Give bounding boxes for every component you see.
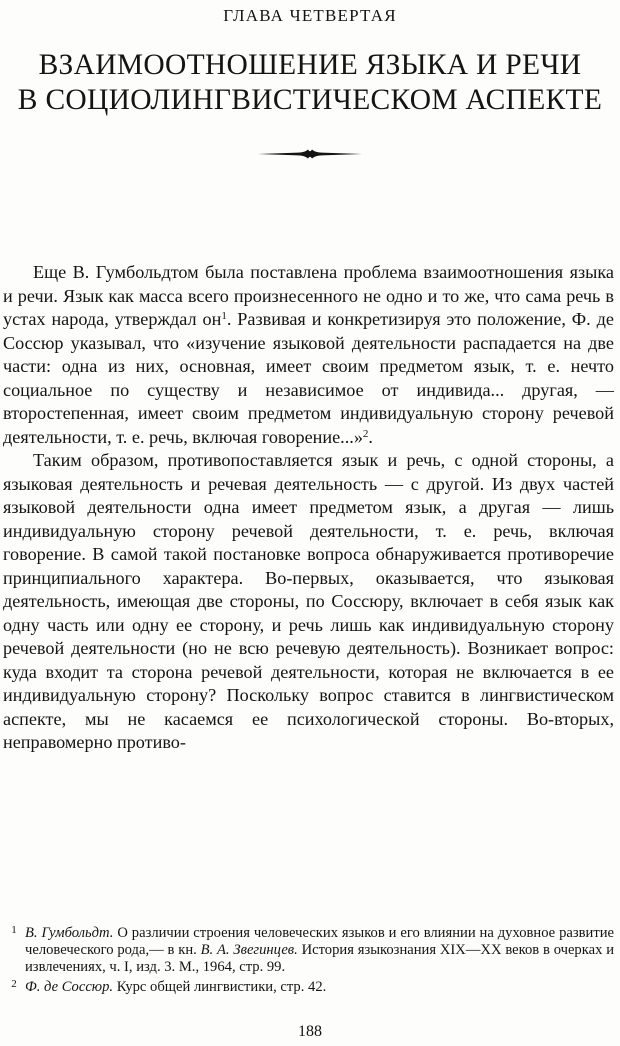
paragraph-1 (3, 261, 614, 449)
footnote-2 (3, 976, 614, 996)
footnote-author: В. Гумбольдт. (25, 925, 114, 941)
chapter-title (0, 48, 620, 118)
footnote-mark: 1 (11, 924, 17, 936)
footnote-author: Ф. де Соссюр. (25, 978, 114, 995)
paragraph-1-text-b: . Развивая и конкретизируя это положение, Ф. де Соссюр указывал, что «изучение языковой деятельности распадается на две части: одна из них, основная, имеет своим предметом язык, т. е. нечто социальное по существу и независимое от индивида... другая, — второстепенная, имеет своим предметом индивидуальную сторону речевой деятельности, т. е. речь, включая говорение...» (3, 309, 614, 447)
chapter-label: ГЛАВА ЧЕТВЕРТАЯ (223, 6, 397, 25)
chapter-title-line-1: ВЗАИМООТНОШЕНИЕ ЯЗЫКА И РЕЧИ (38, 49, 582, 81)
footnote-ref-2[interactable]: 2 (362, 427, 369, 440)
footnote-ref-1[interactable]: 1 (221, 310, 227, 322)
chapter-title-line-2: В СОЦИОЛИНГВИСТИЧЕСКОМ АСПЕКТЕ (17, 84, 603, 116)
body-text (3, 261, 614, 755)
footnotes (3, 922, 614, 996)
paragraph-1-text-c: . (368, 426, 373, 447)
footnote-text: О различии строения человеческих языков и его влиянии на духовное развитие человеческого рода,— в кн. (25, 925, 614, 958)
footnote-author: В. А. Звегинцев. (200, 941, 298, 958)
paragraph-2: Таким образом, противопоставляется язык и речь, с одной стороны, а языковая деятельность и речевая деятельность — с другой. Из двух частей языковой деятельности одна имеет предметом язык, а другая — лишь индивидуальную сторону речевой деятельности, т. е. речь, включая говорение. В самой такой постановке вопроса обнаруживается противоречие принципиального характера. Во-первых, оказывается, что языковая деятельность, имеющая две стороны, по Соссюру, включает в себя язык как одну часть или одну ее сторону, и речь лишь как индивидуальную сторону речевой деятельности (но не всю речевую деятельность). Возникает вопрос: куда входит та сторона речевой деятельности, которая не включается в ее индивидуальную сторону? Поскольку вопрос ставится в лингвистическом аспекте, мы не касаемся ее психологической стороны. Во-вторых, неправомерно противо- (3, 450, 614, 752)
swash-rule-ornament-icon (258, 148, 362, 160)
page-number: 188 (298, 1023, 322, 1040)
footnote-mark: 2 (11, 977, 17, 990)
footnote-text: Курс общей лингвистики, стр. 42. (113, 978, 327, 995)
footnote-1 (3, 922, 614, 976)
paragraph-1-text-a: Еще В. Гумбольдтом была поставлена проблема взаимоотношения языка и речи. Язык как масса всего произнесенного не одно и то же, что сама речь в устах народа, утверждал он (3, 262, 614, 329)
footnote-text: История языкознания XIX—XX веков в очерках и извлечениях, ч. I, изд. 3. М., 1964, стр. 99. (25, 941, 615, 975)
